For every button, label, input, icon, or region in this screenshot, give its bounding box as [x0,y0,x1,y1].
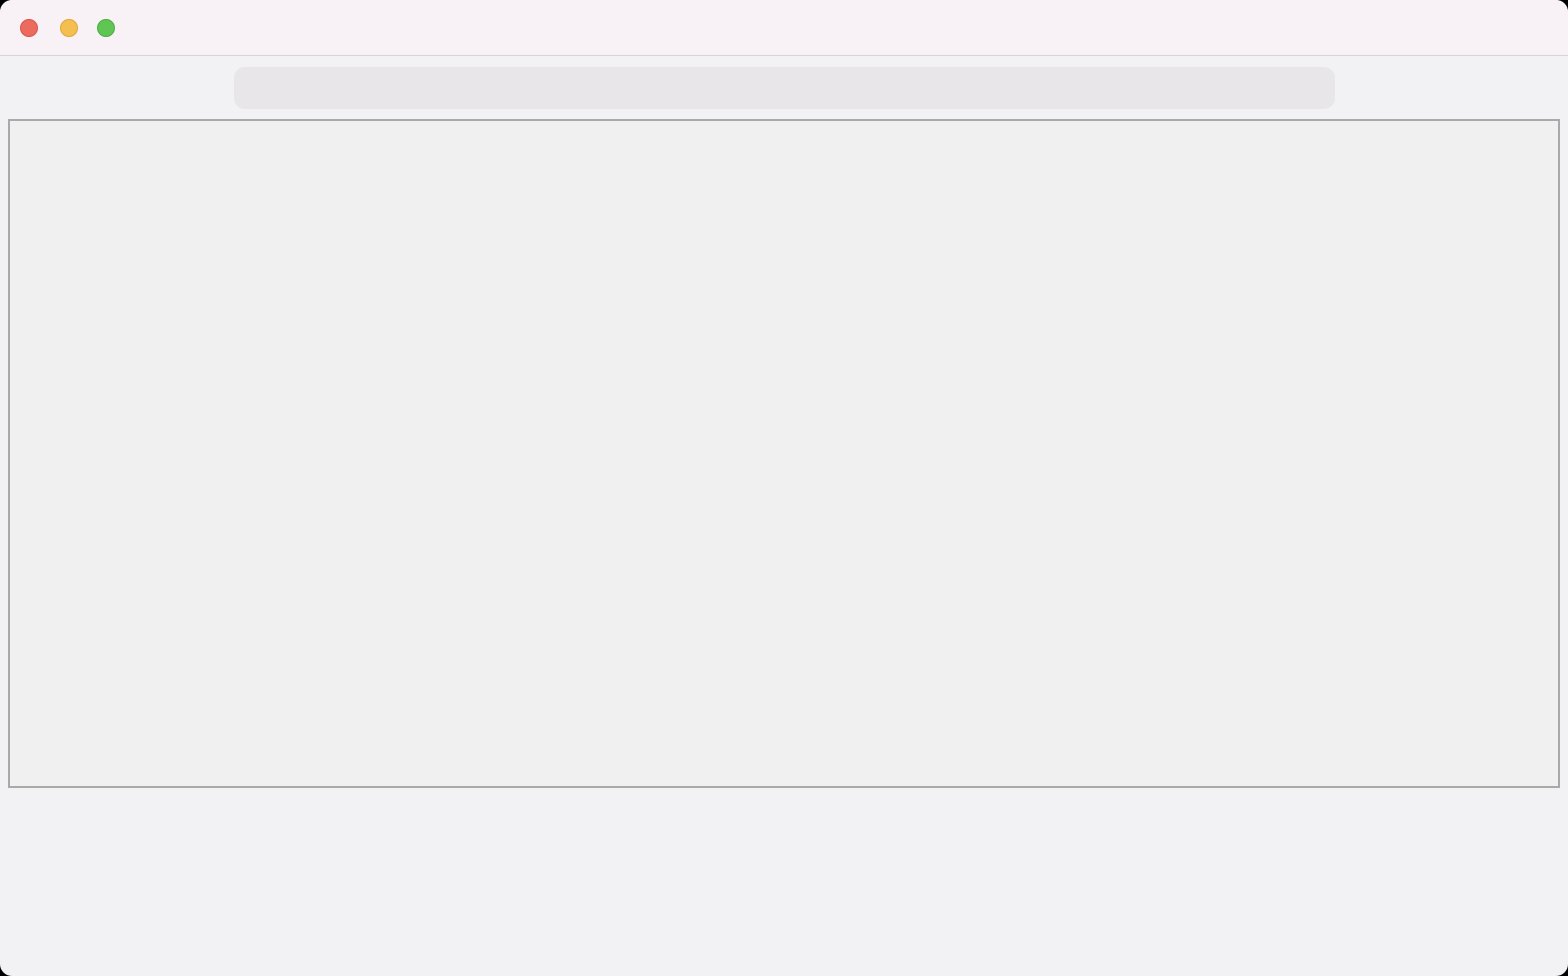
tab-bar [234,67,1335,109]
title-bar [0,0,1568,56]
accounts-table [10,121,1558,786]
window-title [0,0,1568,55]
accounts-table-panel [8,119,1560,788]
